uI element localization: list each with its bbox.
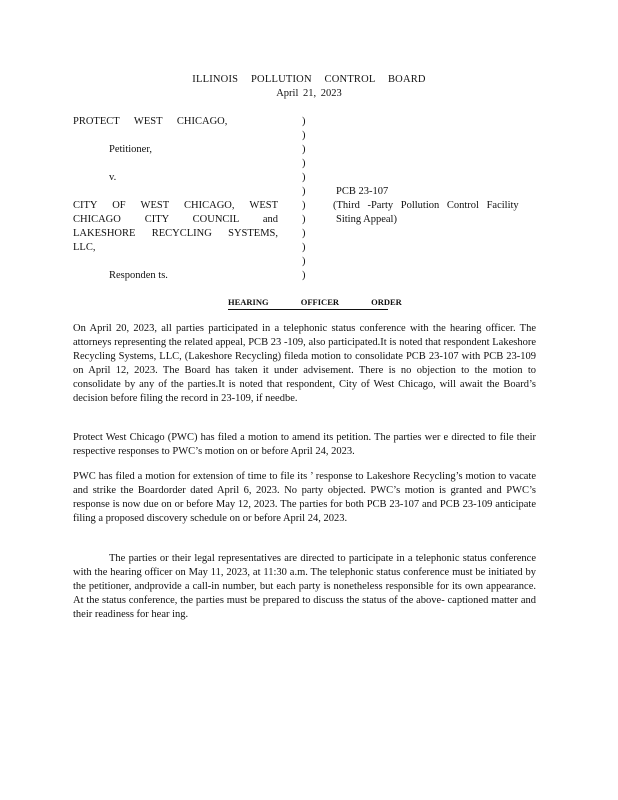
- paren: ): [302, 116, 306, 127]
- case-number: PCB 23-107: [336, 186, 389, 197]
- paragraph-status-conference: On April 20, 2023, all parties participated in a telephonic status conference with the hearing officer. The attorneys representing the related appeal, PCB 23 -109, also participated.It is noted that respondent Lakeshore Recycling Systems, LLC, (Lakeshore Recycling) fileda motion to consolidate PCB 23-107 with PCB 23-109 on April 12, 2023. The Board has taken it under advisement. There is no objection to the motion to consolidate by any of the parties.It is noted that respondent, City of West Chicago, will await the Board’s decision before filing the record in 23-109, if needbe.: [73, 323, 536, 404]
- case-caption-parties: [73, 115, 278, 283]
- respondent-line-1: CITY OF WEST CHICAGO, WEST: [73, 200, 278, 211]
- paren: ): [302, 256, 306, 267]
- board-title: ILLINOIS POLLUTION CONTROL BOARD: [192, 74, 426, 85]
- respondent-label: Responden ts.: [109, 270, 168, 281]
- paragraph-next-conference: The parties or their legal representatives are directed to participate in a telephonic status conference with the hearing officer on May 11, 2023, at 11:30 a.m. The telephonic status conference must be initiated by the petitioner, andprovide a call-in number, but each party is nonetheless responsible for its own appearance. At the status conference, the parties must be prepared to discuss the status of the above- captioned matter and their readiness for hear ing.: [73, 553, 536, 620]
- respondent-line-4: LLC,: [73, 242, 96, 253]
- paren: ): [302, 200, 306, 211]
- order-title-word-2: OFFICER: [300, 297, 339, 307]
- case-type-line-1: (Third -Party Pollution Control Facility: [333, 200, 519, 211]
- caption-parentheses: [302, 115, 312, 283]
- paren: ): [302, 144, 306, 155]
- versus-label: v.: [109, 172, 117, 183]
- petitioner-name: PROTECT WEST CHICAGO,: [73, 116, 228, 127]
- paragraph-motion-amend: Protect West Chicago (PWC) has filed a motion to amend its petition. The parties wer e directed to file their respective responses to PWC’s motion on or before April 24, 2023.: [73, 432, 536, 457]
- paren: ): [302, 130, 306, 141]
- paren: ): [302, 172, 306, 183]
- respondent-line-3: LAKESHORE RECYCLING SYSTEMS,: [73, 228, 278, 239]
- order-title-word-1: HEARING: [228, 297, 269, 307]
- petitioner-label: Petitioner,: [109, 144, 153, 155]
- order-date: April 21, 2023: [276, 88, 342, 99]
- paren: ): [302, 214, 306, 225]
- paragraph-motion-extension: PWC has filed a motion for extension of time to file its ’ response to Lakeshore Recycling’s motion to vacate and strike the Boardorder dated April 6, 2023. No party objected. PWC’s motion is granted and PWC’s response is now due on or before May 12, 2023. The parties for both PCB 23-107 and PCB 23-109 anticipate filing a proposed discovery schedule on or before April 24, 2023.: [73, 471, 536, 524]
- case-caption-number: [333, 185, 518, 227]
- paren: ): [302, 158, 306, 169]
- paren: ): [302, 242, 306, 253]
- paren: ): [302, 228, 306, 239]
- order-title-word-3: ORDER: [371, 297, 402, 307]
- paren: ): [302, 270, 306, 281]
- respondent-line-2: CHICAGO CITY COUNCIL and: [73, 214, 278, 225]
- case-type-line-2: Siting Appeal): [336, 214, 397, 225]
- paren: ): [302, 186, 306, 197]
- hearing-officer-order-title: [228, 297, 402, 310]
